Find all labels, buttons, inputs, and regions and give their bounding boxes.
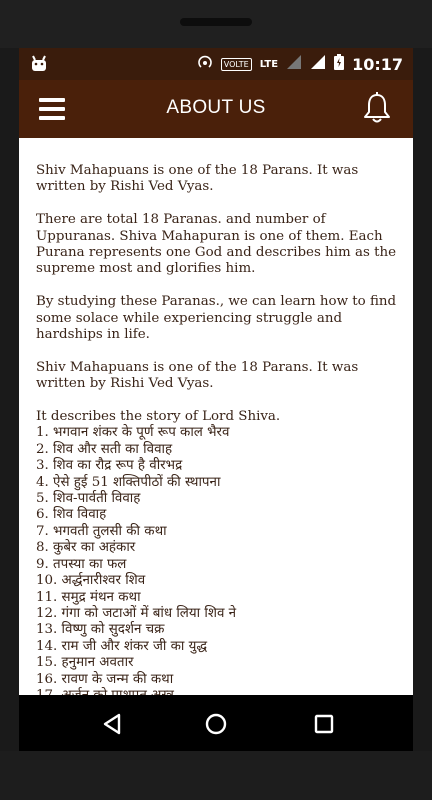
list-item: 4. ऐसे हुई 51 शक्तिपीठों की स्थापना (36, 474, 221, 490)
system-nav-bar (19, 695, 413, 751)
battery-icon (334, 54, 344, 74)
list-item: 15. हनुमान अवतार (36, 655, 134, 671)
list-item: 2. शिव और सती का विवाह (36, 441, 173, 457)
recents-icon[interactable] (309, 709, 339, 739)
about-content-panel[interactable] (19, 138, 413, 695)
about-text (36, 163, 401, 704)
list-item: 14. राम जी और शंकर जी का युद्ध (36, 638, 208, 654)
status-icons (197, 48, 403, 80)
clock-time: 10:17 (352, 54, 403, 74)
back-icon[interactable] (97, 709, 127, 739)
paragraph: Shiv Mahapuans is one of the 18 Parans. It was written by Rishi Ved Vyas. (36, 163, 359, 195)
list-item: 9. तपस्या का फल (36, 556, 127, 572)
signal-icon-2 (310, 54, 326, 74)
home-icon[interactable] (201, 709, 231, 739)
list-item: 1. भगवान शंकर के पूर्ण रूप काल भैरव (36, 425, 230, 441)
story-list (36, 425, 401, 704)
paragraph: Shiv Mahapuans is one of the 18 Parans. It was written by Rishi Ved Vyas. (36, 359, 359, 392)
lte-label: LTE (259, 58, 279, 70)
list-item: 13. विष्णु को सुदर्शन चक्र (36, 622, 165, 638)
list-item: 7. भगवती तुलसी की कथा (36, 523, 167, 539)
list-item: 3. शिव का रौद्र रूप है वीरभद्र (36, 458, 183, 474)
list-item: 11. समुद्र मंथन कथा (36, 589, 141, 605)
list-item: 8. कुबेर का अहंकार (36, 540, 136, 556)
earpiece-speaker (180, 18, 252, 26)
list-item: 6. शिव विवाह (36, 507, 107, 523)
signal-icon-1 (286, 54, 302, 74)
page-title: ABOUT US (166, 97, 266, 118)
list-item: 10. अर्द्धनारीश्वर शिव (36, 573, 146, 589)
list-item: 12. गंगा को जटाओं में बांध लिया शिव ने (36, 605, 237, 621)
list-item: 16. रावण के जन्म की कथा (36, 671, 174, 687)
list-intro: It describes the story of Lord Shiva. (36, 409, 281, 425)
device-bottom-bezel (0, 751, 432, 800)
volte-badge: VOLTE (221, 58, 252, 71)
status-bar (19, 48, 413, 80)
hotspot-icon (197, 54, 213, 74)
list-item: 5. शिव-पार्वती विवाह (36, 491, 141, 507)
app-bar (19, 80, 413, 138)
bell-icon[interactable] (361, 92, 393, 126)
android-notification-icon (29, 54, 49, 74)
paragraph: There are total 18 Paranas. and number of Uppuranas. Shiva Mahapuran is one of them. Each Purana represents one God and describes him as the supreme most and glorifies him. (36, 212, 397, 277)
device-top-bezel (0, 0, 432, 48)
paragraph: By studying these Paranas., we can learn how to find some solace while experiencing struggle and hardships in life. (36, 294, 397, 343)
